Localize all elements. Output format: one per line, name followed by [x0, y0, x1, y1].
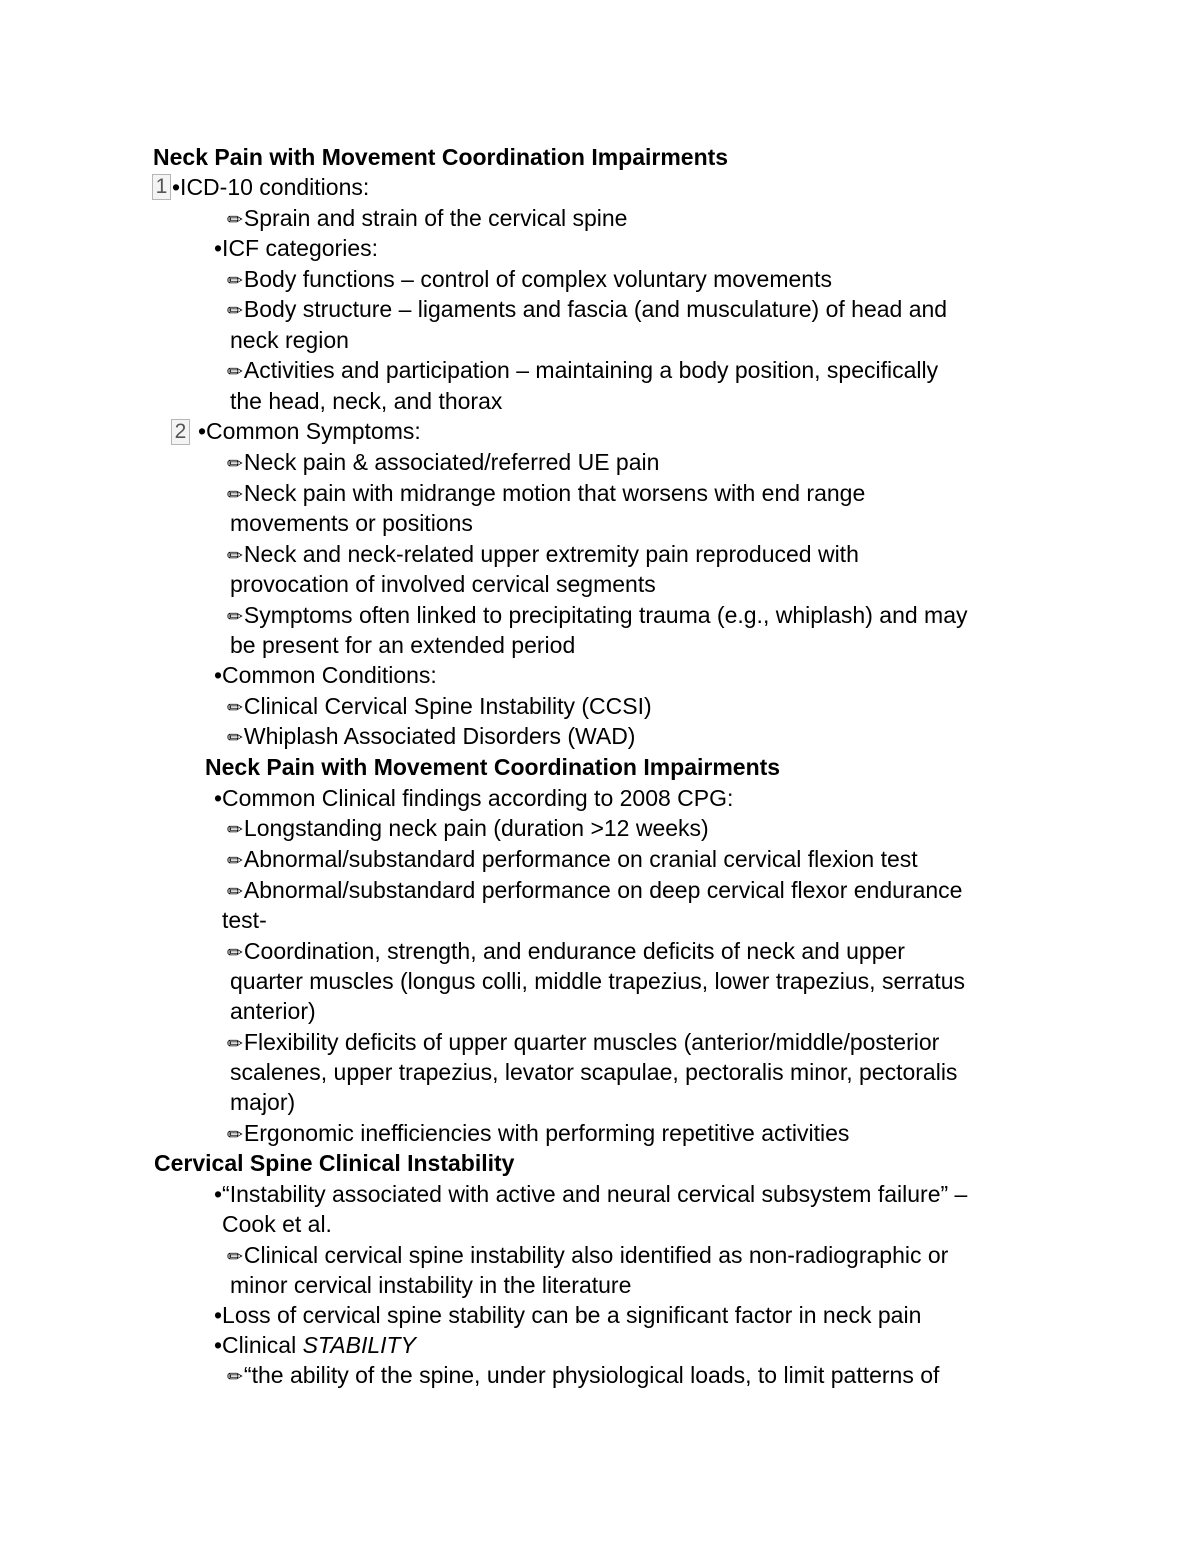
- pencil-bullet-icon: ✏: [227, 698, 243, 719]
- common-conditions-label: •Common Conditions:: [214, 662, 437, 688]
- heading-neck-pain: Neck Pain with Movement Coordination Impairments: [153, 144, 729, 170]
- emphasis-stability: STABILITY: [302, 1332, 416, 1358]
- list-item-continuation: neck region: [230, 327, 349, 353]
- list-item: ✏Abnormal/substandard performance on deep cervical flexor endurance: [227, 877, 963, 903]
- list-item: ✏Sprain and strain of the cervical spine: [227, 205, 628, 231]
- list-item: •Loss of cervical spine stability can be a significant factor in neck pain: [214, 1302, 922, 1328]
- pencil-bullet-icon: ✏: [227, 454, 243, 475]
- list-item: ✏Body structure – ligaments and fascia (and musculature) of head and: [227, 296, 948, 322]
- list-item: ✏Neck pain & associated/referred UE pain: [227, 449, 660, 475]
- pencil-bullet-icon: ✏: [227, 362, 243, 383]
- list-item: ✏Activities and participation – maintaining a body position, specifically: [227, 357, 939, 383]
- pencil-bullet-icon: ✏: [227, 546, 243, 567]
- pencil-bullet-icon: ✏: [227, 943, 243, 964]
- list-number-marker: 2: [171, 419, 190, 445]
- pencil-bullet-icon: ✏: [227, 728, 243, 749]
- list-item: ✏Clinical Cervical Spine Instability (CCSI): [227, 693, 652, 719]
- list-item-continuation: scalenes, upper trapezius, levator scapulae, pectoralis minor, pectoralis: [230, 1059, 958, 1085]
- icd-conditions-label: •ICD-10 conditions:: [172, 174, 370, 200]
- list-item-continuation: movements or positions: [230, 510, 473, 536]
- list-item: ✏Whiplash Associated Disorders (WAD): [227, 723, 636, 749]
- pencil-bullet-icon: ✏: [227, 485, 243, 506]
- list-item-continuation: be present for an extended period: [230, 632, 576, 658]
- list-item: •Clinical STABILITY: [214, 1332, 416, 1358]
- list-item: ✏Coordination, strength, and endurance deficits of neck and upper: [227, 938, 905, 964]
- list-item: •“Instability associated with active and neural cervical subsystem failure” –: [214, 1181, 968, 1207]
- pencil-bullet-icon: ✏: [227, 271, 243, 292]
- common-symptoms-label: •Common Symptoms:: [198, 418, 421, 444]
- icf-categories-label: •ICF categories:: [214, 235, 378, 261]
- list-item-continuation: the head, neck, and thorax: [230, 388, 503, 414]
- heading-cervical-instability: Cervical Spine Clinical Instability: [154, 1150, 515, 1176]
- list-item-continuation: minor cervical instability in the literature: [230, 1272, 632, 1298]
- list-item: ✏Body functions – control of complex voluntary movements: [227, 266, 832, 292]
- list-item: ✏Neck pain with midrange motion that worsens with end range: [227, 480, 866, 506]
- pencil-bullet-icon: ✏: [227, 607, 243, 628]
- pencil-bullet-icon: ✏: [227, 301, 243, 322]
- heading-neck-pain-repeat: Neck Pain with Movement Coordination Impairments: [205, 754, 781, 780]
- pencil-bullet-icon: ✏: [227, 851, 243, 872]
- list-item-continuation: anterior): [230, 998, 316, 1024]
- list-item: ✏Longstanding neck pain (duration >12 weeks): [227, 815, 709, 841]
- list-item-continuation: provocation of involved cervical segments: [230, 571, 656, 597]
- pencil-bullet-icon: ✏: [227, 210, 243, 231]
- pencil-bullet-icon: ✏: [227, 882, 243, 903]
- list-item: ✏Neck and neck-related upper extremity pain reproduced with: [227, 541, 859, 567]
- list-item: ✏“the ability of the spine, under physiological loads, to limit patterns of: [227, 1362, 940, 1388]
- list-item: ✏Ergonomic inefficiencies with performing repetitive activities: [227, 1120, 850, 1146]
- list-item: ✏Abnormal/substandard performance on cranial cervical flexion test: [227, 846, 918, 872]
- list-item-continuation: Cook et al.: [222, 1211, 332, 1237]
- list-item-continuation: quarter muscles (longus colli, middle trapezius, lower trapezius, serratus: [230, 968, 966, 994]
- pencil-bullet-icon: ✏: [227, 1125, 243, 1146]
- pencil-bullet-icon: ✏: [227, 1247, 243, 1268]
- list-item: ✏Clinical cervical spine instability also identified as non-radiographic or: [227, 1242, 949, 1268]
- list-item: ✏Flexibility deficits of upper quarter muscles (anterior/middle/posterior: [227, 1029, 940, 1055]
- pencil-bullet-icon: ✏: [227, 1367, 243, 1388]
- list-item: ✏Symptoms often linked to precipitating trauma (e.g., whiplash) and may: [227, 602, 968, 628]
- list-number-marker: 1: [152, 174, 171, 200]
- list-item-continuation: test-: [222, 907, 267, 933]
- clinical-findings-label: •Common Clinical findings according to 2008 CPG:: [214, 785, 734, 811]
- list-item-continuation: major): [230, 1089, 296, 1115]
- pencil-bullet-icon: ✏: [227, 820, 243, 841]
- pencil-bullet-icon: ✏: [227, 1034, 243, 1055]
